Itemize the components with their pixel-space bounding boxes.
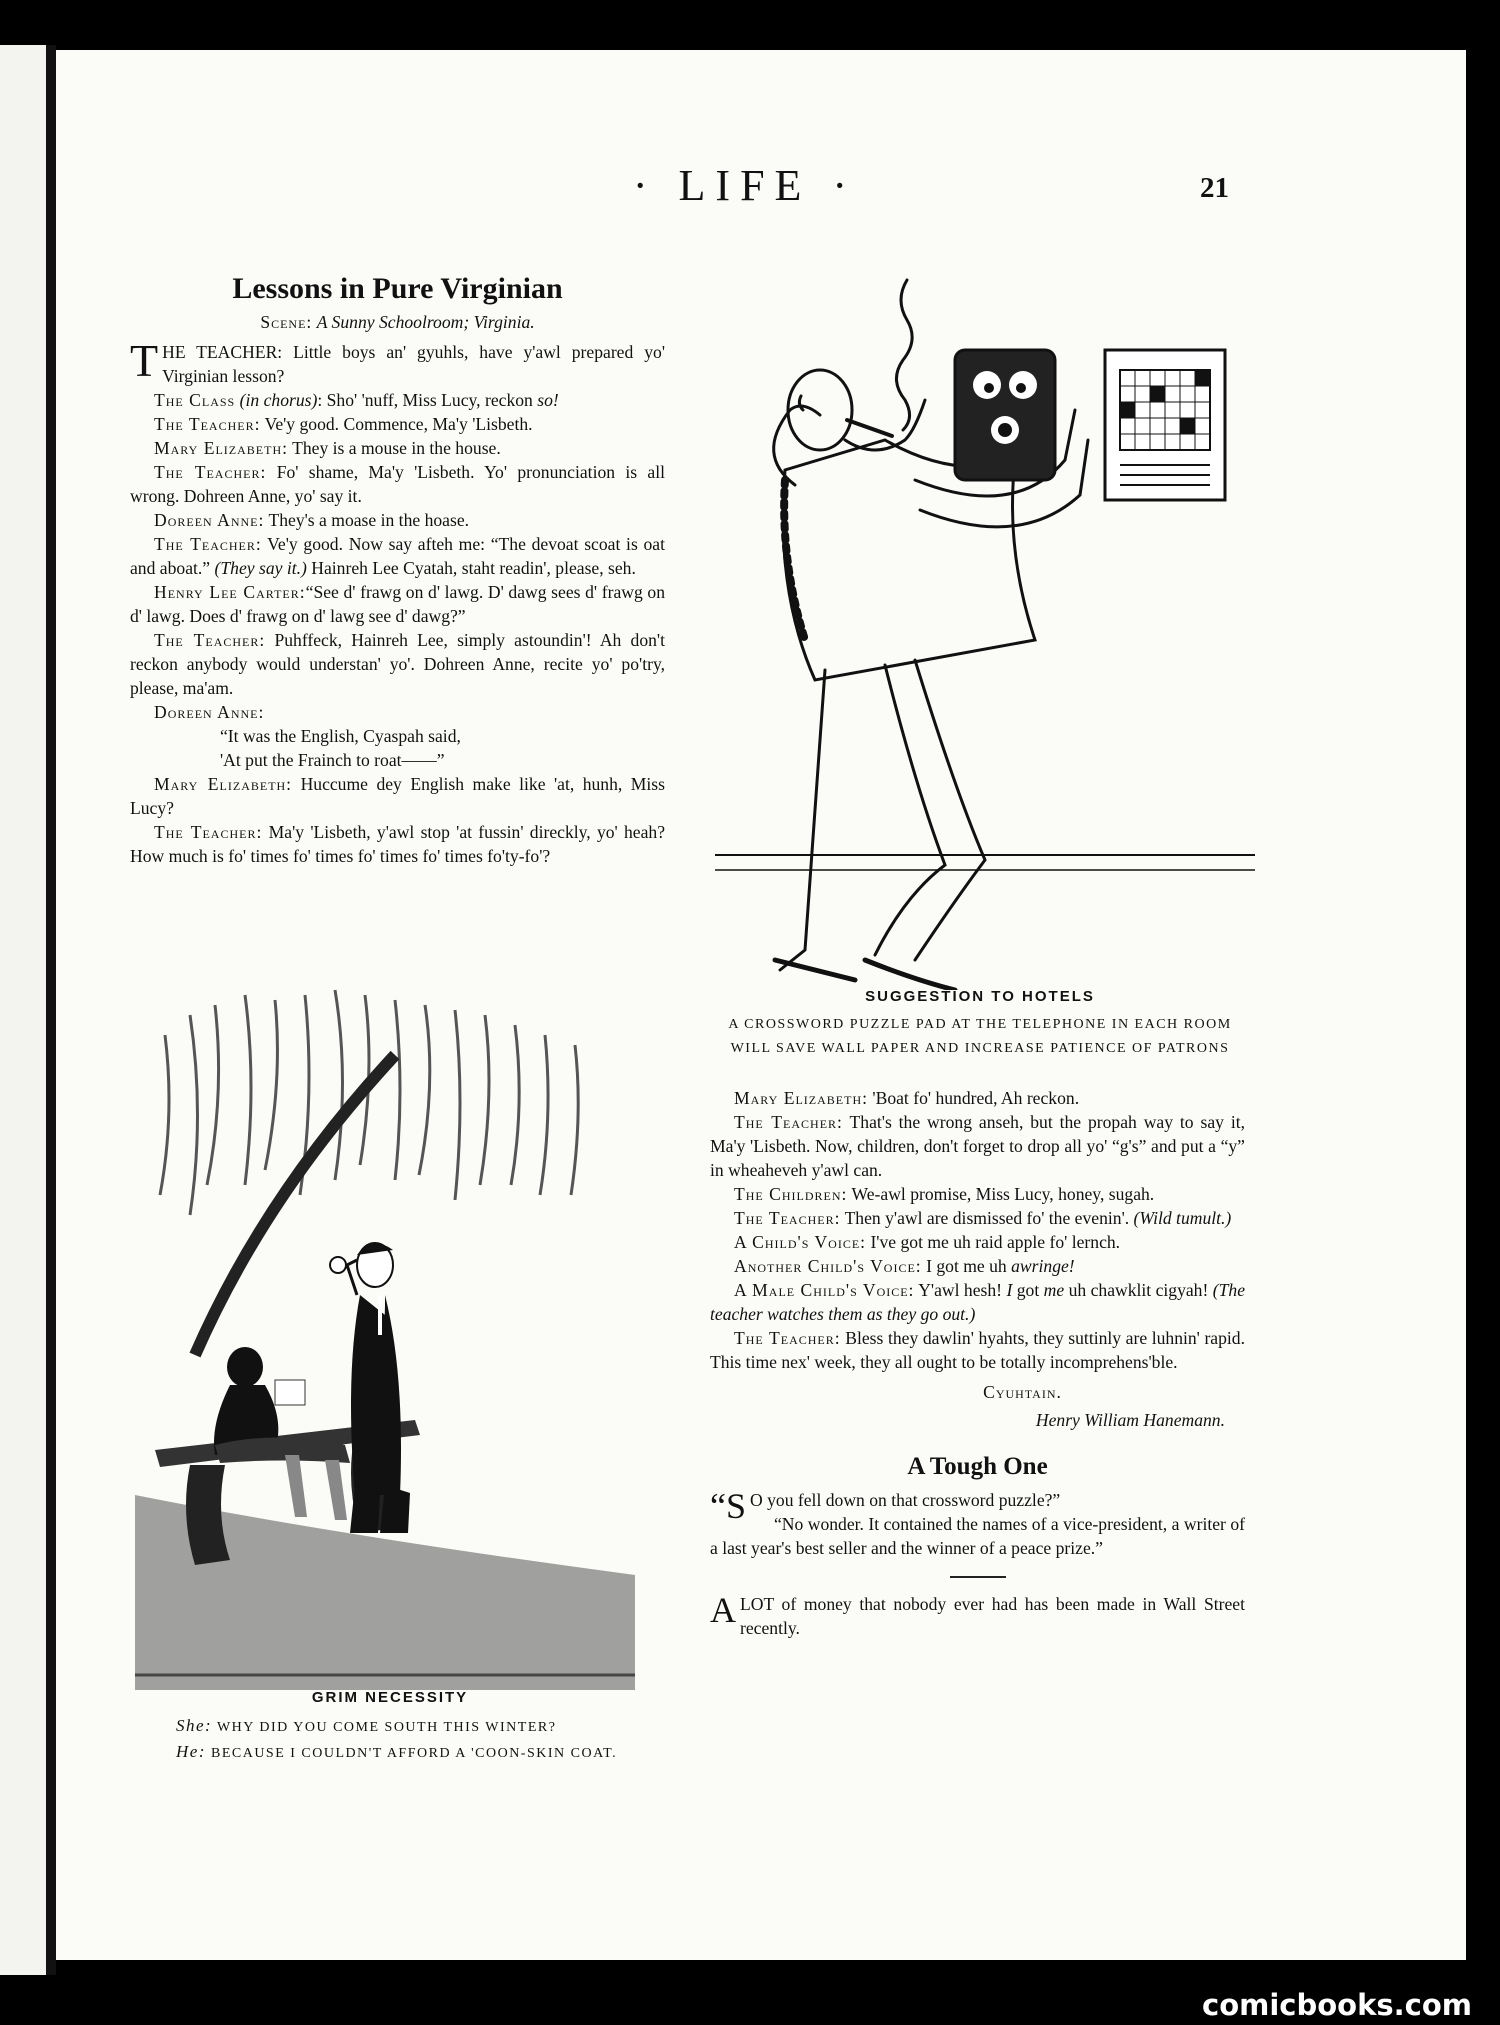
paragraph: The Teacher: Ve'y good. Now say afteh me: “The devoat scoat is oat and aboat.” (They say it.) Hainreh Lee Cyatah, staht readin', please, seh. [130,534,665,578]
paragraph: Mary Elizabeth: Huccume dey English make like 'at, hunh, Miss Lucy? [130,774,665,818]
caption-line: A CROSSWORD PUZZLE PAD AT THE TELEPHONE IN EACH ROOM [728,1017,1232,1032]
paragraph: The Class (in chorus): Sho' 'nuff, Miss Lucy, reckon so! [154,390,559,410]
paragraph: ALOT of money that nobody ever had has been made in Wall Street recently. [710,1590,1245,1638]
paragraph: The Teacher: Ma'y 'Lisbeth, y'awl stop 'at fussin' direckly, yo' heah? How much is fo' times fo' times fo' times fo' times fo'ty-fo'? [130,822,666,866]
paragraph: A Male Child's Voice: Y'awl hesh! I got me uh chawklit cigyah! (The teacher watches them as they go out.) [710,1280,1246,1324]
paragraph: The Teacher: Then y'awl are dismissed fo' the evenin'. (Wild tumult.) [734,1208,1232,1228]
article-title: A Tough One [907,1453,1048,1480]
paragraph: Mary Elizabeth: They is a mouse in the house. [154,438,501,458]
paragraph: Doreen Anne: [154,702,265,722]
masthead: · LIFE · [632,161,858,210]
poem-line: 'At put the Frainch to roat——” [220,750,445,770]
caption-hotels [700,985,1260,1061]
paragraph: “No wonder. It contained the names of a vice-president, a writer of a last year's best seller and the winner of a peace prize.” [710,1514,1245,1558]
caption-line: He: BECAUSE I COULDN'T AFFORD A 'COON-SKIN COAT. [176,1742,618,1761]
curtain-line: Cyuhtain. [983,1382,1062,1402]
watermark: comicbooks.com [1202,1988,1472,2022]
drop-cap: A [710,1590,736,1630]
paragraph: Another Child's Voice: I got me uh awringe! [734,1256,1075,1276]
poem-line: “It was the English, Cyaspah said, [220,726,461,746]
page-number: 21 [1200,172,1229,204]
author-byline: Henry William Hanemann. [1035,1410,1225,1430]
drop-cap: “S [710,1486,746,1526]
paragraph: THE TEACHER: Little boys an' gyuhls, have y'awl prepared yo' Virginian lesson? [130,335,665,386]
caption-line: WILL SAVE WALL PAPER AND INCREASE PATIENCE OF PATRONS [730,1041,1230,1056]
article-title: Lessons in Pure Virginian [232,272,563,305]
adjacent-page-edge [0,45,46,1975]
section-divider [950,1576,1006,1578]
paragraph: The Teacher: Fo' shame, Ma'y 'Lisbeth. Yo' pronunciation is all wrong. Dohreen Anne, yo' say it. [130,462,665,506]
paragraph: The Teacher: Bless they dawlin' hyahts, they suttinly are luhnin' rapid. This time nex' week, they all ought to be totally incomprehens'ble. [710,1328,1245,1372]
paragraph: “S O you fell down on that crossword puzzle?” [710,1486,1061,1526]
scene-line: Scene: A Sunny Schoolroom; Virginia. [260,312,535,332]
page-gutter [46,45,56,1975]
paragraph: A Child's Voice: I've got me uh raid apple fo' lernch. [734,1232,1121,1252]
article-lessons-part1 [130,272,665,868]
paragraph: The Children: We-awl promise, Miss Lucy, honey, sugah. [734,1184,1155,1204]
crossword-pad-icon [1105,350,1225,500]
caption-title: SUGGESTION TO HOTELS [865,988,1095,1005]
paragraph: Doreen Anne: They's a moase in the hoase. [154,510,470,530]
telephone-icon [955,350,1055,480]
article-lessons-part2 [710,1086,1245,1640]
paragraph: The Teacher: Ve'y good. Commence, Ma'y 'Lisbeth. [154,414,533,434]
paragraph: The Teacher: That's the wrong anseh, but the propah way to say it, Ma'y 'Lisbeth. Now, children, don't forget to drop all yo' “g's” and put a “y” in wheaheveh y'awl can. [710,1112,1245,1180]
caption-line: She: WHY DID YOU COME SOUTH THIS WINTER? [176,1716,557,1735]
cartoon-hotel-illustration [715,270,1255,990]
caption-title: GRIM NECESSITY [311,1689,469,1706]
paragraph: Henry Lee Carter:“See d' frawg on d' lawg. D' dawg sees d' frawg on d' lawg. Does d' frawg on d' lawg see d' dawg?” [130,582,666,626]
paragraph: Mary Elizabeth: 'Boat fo' hundred, Ah reckon. [734,1088,1080,1108]
cartoon-grim-necessity-illustration [135,975,635,1690]
paragraph: The Teacher: Puhffeck, Hainreh Lee, simply astoundin'! Ah don't reckon anybody would understan' yo'. Dohreen Anne, recite yo' po'try, please, ma'am. [130,630,665,698]
drop-cap: T [130,335,159,386]
caption-grim-necessity [140,1686,640,1766]
